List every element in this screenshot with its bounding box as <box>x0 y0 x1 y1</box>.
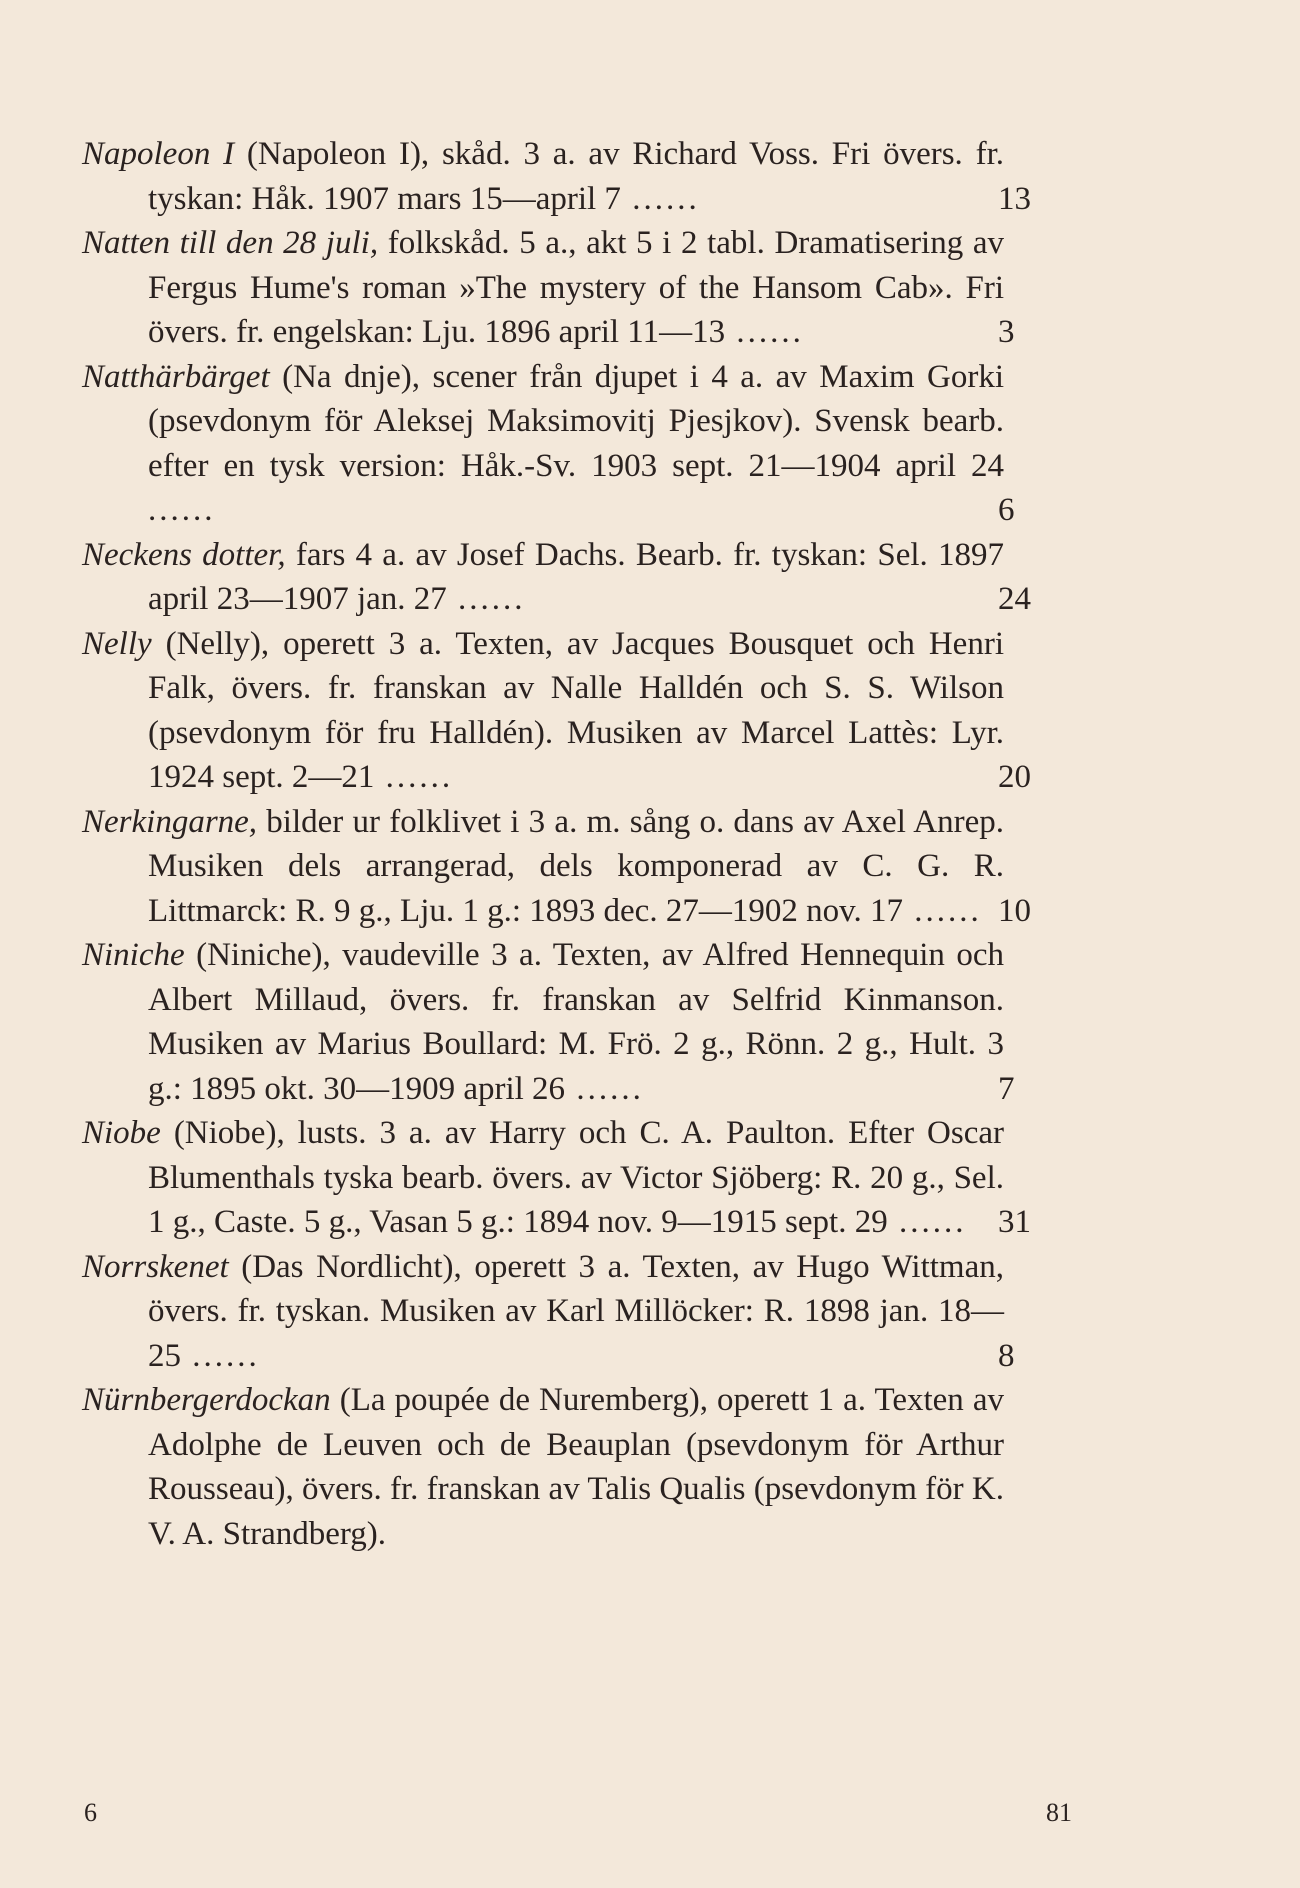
index-entry: Nelly (Nelly), operett 3 a. Texten, av Jacques Bousquet och Henri Falk, övers. fr. franskan av Nalle Halldén och S. S. Wilson (psevdonym för fru Halldén). Musiken av Marcel Lattès: Lyr. 1924 sept. 2—21 ...... 20 <box>82 625 1031 795</box>
page-number: 81 <box>1046 1798 1072 1827</box>
entry-body: (Das Nordlicht), operett 3 a. Texten, av Hugo Wittman, övers. fr. tyskan. Musiken av Karl Millöcker: R. 1898 jan. 18—25 <box>148 1248 1004 1374</box>
entry-title: Norrskenet <box>82 1248 229 1285</box>
dot-leader: ...... <box>620 180 700 217</box>
index-entry: Natten till den 28 juli, folkskåd. 5 a., akt 5 i 2 tabl. Dramatisering av Fergus Hume's roman »The mystery of the Hansom Cab». Fri övers. fr. engelskan: Lju. 1896 april 11—13 ...... 3 <box>82 225 1015 350</box>
index-entry: Natthärbärget (Na dnje), scener från djupet i 4 a. av Maxim Gorki (psevdonym för Aleksej Maksimovitj Pjesjkov). Svensk bearb. efter en tysk version: Håk.-Sv. 1903 sept. 21—1904 april 24 ...... 6 <box>82 358 1015 528</box>
entry-list <box>82 132 1031 1556</box>
index-entry: Niniche (Niniche), vaudeville 3 a. Texten, av Alfred Hennequin och Albert Millaud, övers. fr. franskan av Selfrid Kinmanson. Musiken av Marius Boullard: M. Frö. 2 g., Rönn. 2 g., Hult. 3 g.: 1895 okt. 30—1909 april 26 ...... 7 <box>82 937 1015 1107</box>
index-entry: Napoleon I (Napoleon I), skåd. 3 a. av Richard Voss. Fri övers. fr. tyskan: Håk. 1907 mars 15—april 7 ...... 13 <box>82 136 1031 217</box>
entry-body: bilder ur folklivet i 3 a. m. sång o. dans av Axel Anrep. Musiken dels arrangerad, dels komponerad av C. G. R. Littmarck: R. 9 g., Lju. 1 g.: 1893 dec. 27—1902 nov. 17 <box>148 803 1004 929</box>
entry-title: Natten till den 28 juli, <box>82 225 379 261</box>
index-entry <box>82 1378 1004 1556</box>
entry-title: Napoleon I <box>82 136 235 172</box>
entry-title: Nerkingarne, <box>82 803 258 840</box>
dot-leader: ...... <box>902 892 982 929</box>
entry-title: Neckens dotter, <box>82 536 286 573</box>
entry-body: (Nelly), operett 3 a. Texten, av Jacques Bousquet och Henri Falk, övers. fr. franskan av Nalle Halldén och S. S. Wilson (psevdonym för fru Halldén). Musiken av Marcel Lattès: Lyr. 1924 sept. 2—21 <box>148 625 1004 795</box>
dot-leader: ...... <box>565 1070 644 1107</box>
index-entry: Niobe (Niobe), lusts. 3 a. av Harry och C. A. Paulton. Efter Oscar Blumenthals tyska bearb. övers. av Victor Sjöberg: R. 20 g., Sel. 1 g., Caste. 5 g., Vasan 5 g.: 1894 nov. 9—1915 sept. 29 ...... 31 <box>82 1115 1031 1240</box>
dot-leader: ...... <box>887 1204 967 1240</box>
entry-body: (Niobe), lusts. 3 a. av Harry och C. A. Paulton. Efter Oscar Blumenthals tyska bearb. övers. av Victor Sjöberg: R. 20 g., Sel. 1 g., Caste. 5 g., Vasan 5 g.: 1894 nov. 9—1915 sept. 29 <box>148 1115 1004 1240</box>
dot-leader: ...... <box>725 314 804 350</box>
dot-leader: ...... <box>374 759 454 795</box>
entry-body: (La poupée de Nuremberg), operett 1 a. Texten av Adolphe de Leuven och de Beauplan (psevdonym för Arthur Rousseau), övers. fr. franskan av Talis Qualis (psevdonym för K. V. A. Strandberg). <box>148 1382 1004 1552</box>
dot-leader: ...... <box>446 581 526 617</box>
signature-mark: 6 <box>84 1798 97 1827</box>
entry-body: fars 4 a. av Josef Dachs. Bearb. fr. tyskan: Sel. 1897 april 23—1907 jan. 27 <box>148 536 1005 617</box>
dot-leader: ...... <box>148 492 216 528</box>
index-entry: Nerkingarne, bilder ur folklivet i 3 a. m. sång o. dans av Axel Anrep. Musiken dels arrangerad, dels komponerad av C. G. R. Littmarck: R. 9 g., Lju. 1 g.: 1893 dec. 27—1902 nov. 17 ...... 10 <box>82 803 1031 929</box>
entry-title: Natthärbärget <box>82 358 270 395</box>
entry-body: (Na dnje), scener från djupet i 4 a. av Maxim Gorki (psevdonym för Aleksej Maksimovitj Pjesjkov). Svensk bearb. efter en tysk version: Håk.-Sv. 1903 sept. 21—1904 april 24 <box>148 358 1004 484</box>
entry-title: Nürnbergerdockan <box>82 1382 331 1418</box>
entry-title: Niobe <box>82 1115 161 1151</box>
entry-title: Niniche <box>82 937 185 973</box>
entry-body: folkskåd. 5 a., akt 5 i 2 tabl. Dramatisering av Fergus Hume's roman »The mystery of the Hansom Cab». Fri övers. fr. engelskan: Lju. 1896 april 11—13 <box>148 225 1004 350</box>
dot-leader: ...... <box>181 1337 260 1374</box>
entry-body: (Napoleon I), skåd. 3 a. av Richard Voss. Fri övers. fr. tyskan: Håk. 1907 mars 15—april 7 <box>148 136 1004 217</box>
entry-title: Nelly <box>82 625 152 662</box>
index-entry: Neckens dotter, fars 4 a. av Josef Dachs. Bearb. fr. tyskan: Sel. 1897 april 23—1907 jan. 27 ...... 24 <box>82 536 1031 617</box>
index-entry: Norrskenet (Das Nordlicht), operett 3 a. Texten, av Hugo Wittman, övers. fr. tyskan. Musiken av Karl Millöcker: R. 1898 jan. 18—25 ...... 8 <box>82 1248 1015 1374</box>
entry-body: (Niniche), vaudeville 3 a. Texten, av Alfred Hennequin och Albert Millaud, övers. fr. franskan av Selfrid Kinmanson. Musiken av Marius Boullard: M. Frö. 2 g., Rönn. 2 g., Hult. 3 g.: 1895 okt. 30—1909 april 26 <box>148 937 1004 1107</box>
